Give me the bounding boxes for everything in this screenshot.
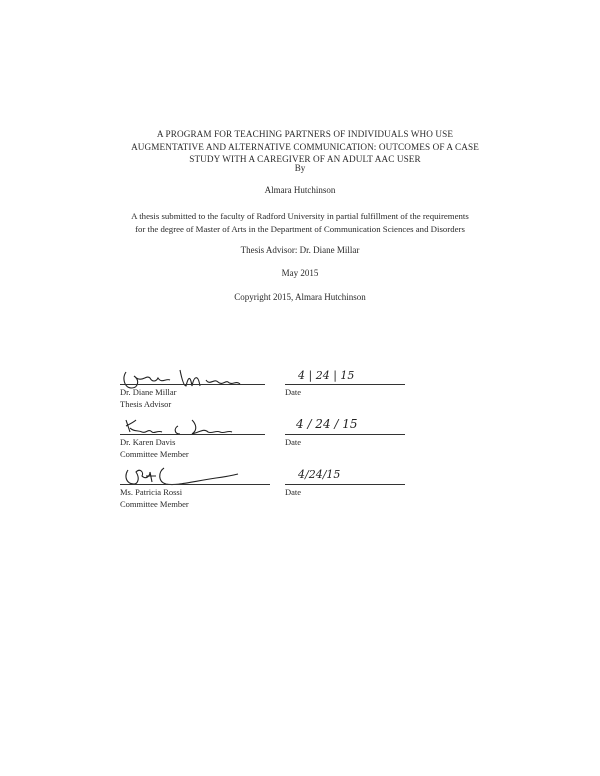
thesis-date: May 2015 bbox=[281, 268, 319, 278]
signer-role-committee-1: Committee Member bbox=[120, 449, 189, 459]
handwritten-date-committee-2: 4/24/15 bbox=[298, 468, 341, 481]
handwritten-date-committee-1: 4 / 24 / 15 bbox=[296, 417, 358, 431]
signature-block-advisor bbox=[120, 362, 420, 412]
date-line-advisor bbox=[285, 384, 405, 385]
thesis-statement-line-2: for the degree of Master of Arts in the Department of Communication Sciences and Disorders bbox=[135, 224, 465, 234]
copyright-notice: Copyright 2015, Almara Hutchinson bbox=[234, 292, 366, 302]
signer-role-committee-2: Committee Member bbox=[120, 499, 189, 509]
signature-line-advisor bbox=[120, 384, 265, 385]
signature-block-committee-2 bbox=[120, 464, 420, 514]
date-label-advisor: Date bbox=[285, 387, 302, 397]
signature-line-committee-2 bbox=[120, 484, 270, 485]
date-line-committee-1 bbox=[285, 434, 405, 435]
title-line-3: STUDY WITH A CAREGIVER OF AN ADULT AAC USER bbox=[189, 154, 421, 164]
signature-line-committee-1 bbox=[120, 434, 265, 435]
title-line-1: A PROGRAM FOR TEACHING PARTNERS OF INDIVIDUALS WHO USE bbox=[156, 129, 454, 139]
signer-name-committee-1: Dr. Karen Davis bbox=[120, 437, 176, 447]
author-name: Almara Hutchinson bbox=[264, 185, 336, 195]
signer-role-advisor: Thesis Advisor bbox=[120, 399, 172, 409]
date-label-committee-2: Date bbox=[285, 487, 302, 497]
thesis-advisor: Thesis Advisor: Dr. Diane Millar bbox=[240, 245, 360, 255]
handwritten-date-advisor: 4 | 24 | 15 bbox=[298, 369, 355, 382]
by-label: By bbox=[294, 163, 306, 173]
date-line-committee-2 bbox=[285, 484, 405, 485]
title-line-2: AUGMENTATIVE AND ALTERNATIVE COMMUNICATION: OUTCOMES OF A CASE bbox=[131, 141, 479, 152]
thesis-title bbox=[130, 128, 480, 166]
signer-name-committee-2: Ms. Patricia Rossi bbox=[120, 487, 183, 497]
signer-name-advisor: Dr. Diane Millar bbox=[120, 387, 177, 397]
thesis-statement-line-1: A thesis submitted to the faculty of Radford University in partial fulfillment of the requirements bbox=[131, 211, 469, 221]
date-label-committee-1: Date bbox=[285, 437, 302, 447]
signature-block-committee-1 bbox=[120, 414, 420, 464]
